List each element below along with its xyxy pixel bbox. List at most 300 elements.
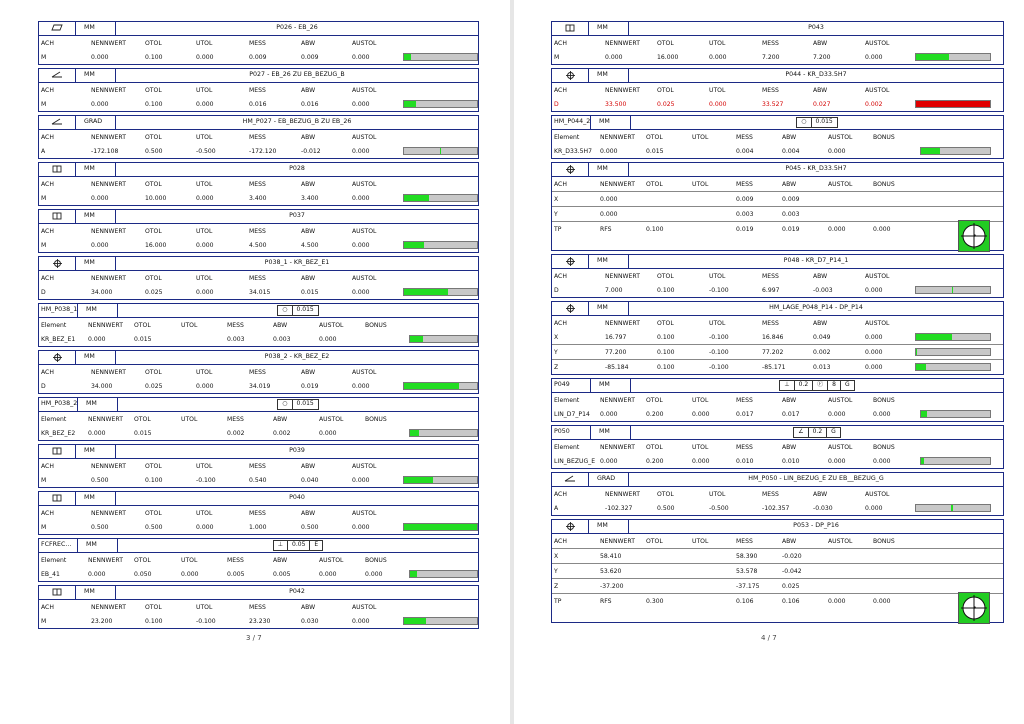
column-header-nennwert: NENNWERT — [88, 557, 123, 564]
measurement-block — [551, 378, 1004, 422]
measurement-block — [38, 444, 479, 488]
position-icon — [53, 259, 62, 270]
position-icon — [566, 304, 575, 315]
column-header-ach: ACH — [41, 275, 54, 282]
value-ach: LIN_BEZUG_E — [554, 458, 596, 465]
fcf-modifier: Ⓕ — [813, 381, 828, 390]
column-header-nennwert: NENNWERT — [91, 87, 126, 94]
column-header-austol: AUSTOL — [828, 181, 853, 188]
column-header-nennwert: NENNWERT — [600, 397, 635, 404]
unit-label: MM — [78, 304, 118, 317]
feature-control-frame — [631, 426, 1003, 439]
value-austol: 0.000 — [352, 101, 370, 108]
value-ach: M — [41, 54, 47, 61]
column-header-ach: ACH — [554, 538, 567, 545]
column-header-nennwert: NENNWERT — [605, 273, 640, 280]
value-bonus: 0.000 — [873, 226, 891, 233]
column-header-utol: UTOL — [692, 538, 709, 545]
unit-label: MM — [76, 257, 116, 270]
value-abw: 0.010 — [782, 458, 800, 465]
column-header-mess: MESS — [249, 87, 266, 94]
fcf-tolerance: 0.015 — [815, 118, 833, 125]
measurement-row — [39, 567, 478, 581]
tolerance-bar-fill — [404, 383, 459, 389]
tolerance-bar — [403, 147, 478, 155]
feature-symbol — [39, 492, 76, 505]
column-header-utol: UTOL — [181, 322, 198, 329]
value-utol: -0.100 — [709, 364, 729, 371]
value-mess: 4.500 — [249, 242, 267, 249]
fcf-tolerance: 0.015 — [296, 306, 314, 313]
position-icon — [566, 165, 575, 176]
value-utol: 0.000 — [196, 54, 214, 61]
block-header — [39, 539, 478, 553]
value-nenn: 0.000 — [600, 211, 618, 218]
column-header-mess: MESS — [249, 181, 266, 188]
value-nenn: 34.000 — [91, 383, 113, 390]
column-header-abw: ABW — [301, 369, 316, 376]
block-header — [39, 398, 478, 412]
tolerance-bar — [409, 570, 478, 578]
column-header-abw: ABW — [813, 491, 828, 498]
unit-label: MM — [78, 539, 118, 552]
value-abw: 0.017 — [782, 411, 800, 418]
column-header-otol: OTOL — [646, 444, 663, 451]
block-header — [39, 69, 478, 83]
value-ach: Y — [554, 349, 558, 356]
width-icon — [565, 24, 575, 35]
value-abw: 7.200 — [813, 54, 831, 61]
column-header-mess: MESS — [249, 134, 266, 141]
column-header-row — [552, 269, 1003, 283]
value-otol: 10.000 — [145, 195, 167, 202]
value-mess: 77.202 — [762, 349, 784, 356]
value-mess: 0.016 — [249, 101, 267, 108]
column-header-otol: OTOL — [145, 228, 162, 235]
value-austol: 0.000 — [352, 289, 370, 296]
tolerance-bar-fill — [404, 289, 448, 295]
feature-title: P028 — [289, 165, 305, 172]
angle-icon — [564, 475, 576, 486]
tolerance-bar-fill — [921, 148, 940, 154]
value-ach: LIN_D7_P14 — [554, 411, 590, 418]
value-austol: 0.000 — [828, 411, 846, 418]
column-header-ach: ACH — [41, 510, 54, 517]
value-otol: 0.025 — [145, 289, 163, 296]
value-utol: 0.000 — [196, 242, 214, 249]
column-header-row — [39, 36, 478, 50]
value-otol: 16.000 — [657, 54, 679, 61]
measurement-block — [38, 538, 479, 582]
column-header-mess: MESS — [249, 228, 266, 235]
fcf-datum: E — [314, 541, 319, 548]
measurement-row — [39, 332, 478, 346]
value-mess: 53.578 — [736, 568, 758, 575]
fcf-tolerance: 0.05 — [288, 541, 310, 550]
value-utol: -0.100 — [709, 349, 729, 356]
measurement-block — [38, 585, 479, 629]
column-header-ach: ACH — [41, 40, 54, 47]
value-austol: 0.000 — [352, 477, 370, 484]
tolerance-bar — [915, 363, 991, 371]
block-header — [39, 351, 478, 365]
value-austol: 0.000 — [352, 54, 370, 61]
tolerance-bar — [409, 429, 478, 437]
feature-symbol — [552, 302, 589, 315]
column-header-element: Element — [554, 444, 580, 451]
value-ach: M — [41, 618, 47, 625]
value-austol: 0.000 — [352, 148, 370, 155]
value-otol: 0.100 — [145, 101, 163, 108]
value-utol: -0.100 — [709, 287, 729, 294]
value-mess: 0.002 — [227, 430, 245, 437]
column-header-bonus: BONUS — [873, 444, 895, 451]
feature-symbol — [552, 69, 589, 82]
column-header-utol: UTOL — [196, 510, 213, 517]
column-header-nennwert: NENNWERT — [91, 604, 126, 611]
measurement-block — [551, 519, 1004, 623]
value-bonus: 0.000 — [365, 571, 383, 578]
column-header-ach: ACH — [554, 320, 567, 327]
feature-title: P043 — [808, 24, 824, 31]
column-header-bonus: BONUS — [873, 181, 895, 188]
value-nenn: -37.200 — [600, 583, 624, 590]
feature-symbol — [39, 445, 76, 458]
column-header-mess: MESS — [762, 40, 779, 47]
measurement-block — [551, 162, 1004, 251]
feature-symbol — [39, 116, 76, 129]
column-header-nennwert: NENNWERT — [600, 444, 635, 451]
feature-title: P037 — [289, 212, 305, 219]
column-header-abw: ABW — [782, 538, 797, 545]
value-abw: 0.002 — [273, 430, 291, 437]
column-header-ach: ACH — [554, 87, 567, 94]
feature-symbol — [552, 163, 589, 176]
value-austol: 0.000 — [865, 505, 883, 512]
value-utol: -0.100 — [709, 334, 729, 341]
value-mess: 0.540 — [249, 477, 267, 484]
value-ach: D — [554, 287, 559, 294]
value-otol: 0.100 — [646, 226, 664, 233]
position-icon — [566, 71, 575, 82]
value-abw: 0.019 — [301, 383, 319, 390]
column-header-otol: OTOL — [657, 87, 674, 94]
measurement-row — [552, 407, 1003, 421]
column-header-utol: UTOL — [709, 320, 726, 327]
value-mess: -37.175 — [736, 583, 760, 590]
column-header-utol: UTOL — [196, 463, 213, 470]
feature-symbol — [39, 351, 76, 364]
value-abw: 0.004 — [782, 148, 800, 155]
value-otol: 0.300 — [646, 598, 664, 605]
value-utol: 0.000 — [181, 571, 199, 578]
value-mess: 0.005 — [227, 571, 245, 578]
value-ach: KR_BEZ_E1 — [41, 336, 76, 343]
feature-name: FCFREC... — [39, 539, 78, 552]
measurement-row — [552, 50, 1003, 64]
value-nenn: RFS — [600, 598, 612, 605]
measurement-block — [38, 21, 479, 65]
tolerance-bar-fill — [404, 195, 429, 201]
block-header — [39, 210, 478, 224]
value-nenn: 23.200 — [91, 618, 113, 625]
feature-title: P038_1 - KR_BEZ_E1 — [264, 259, 330, 266]
column-header-abw: ABW — [813, 273, 828, 280]
column-header-utol: UTOL — [692, 134, 709, 141]
column-header-austol: AUSTOL — [828, 397, 853, 404]
value-nenn: 0.500 — [91, 477, 109, 484]
column-header-otol: OTOL — [646, 134, 663, 141]
column-header-abw: ABW — [301, 228, 316, 235]
value-otol: 16.000 — [145, 242, 167, 249]
tolerance-bar — [915, 333, 991, 341]
measurement-row — [552, 344, 1003, 359]
measurement-row — [39, 426, 478, 440]
column-header-row — [39, 459, 478, 473]
column-header-row — [39, 271, 478, 285]
value-ach: Y — [554, 568, 558, 575]
circularity-icon: ○ — [278, 400, 292, 409]
value-mess: 16.846 — [762, 334, 784, 341]
value-austol: 0.000 — [828, 226, 846, 233]
unit-label: MM — [76, 586, 116, 599]
value-ach: M — [41, 242, 47, 249]
measurement-row — [552, 283, 1003, 297]
value-austol: 0.000 — [828, 148, 846, 155]
value-ach: EB_41 — [41, 571, 60, 578]
column-header-austol: AUSTOL — [319, 416, 344, 423]
tolerance-bar — [403, 194, 478, 202]
tolerance-bar-fill — [410, 430, 419, 436]
value-otol: 0.200 — [646, 411, 664, 418]
tolerance-bar-fill — [404, 54, 411, 60]
report-column-right — [551, 21, 1004, 626]
tolerance-bar — [403, 382, 478, 390]
feature-symbol — [39, 257, 76, 270]
feature-control-frame — [118, 539, 478, 552]
column-header-nennwert: NENNWERT — [600, 134, 635, 141]
tolerance-bar — [915, 504, 991, 512]
measurement-row — [39, 144, 478, 158]
column-header-otol: OTOL — [657, 320, 674, 327]
value-austol: 0.000 — [865, 349, 883, 356]
column-header-utol: UTOL — [196, 604, 213, 611]
value-abw: 0.015 — [301, 289, 319, 296]
value-ach: D — [41, 383, 46, 390]
value-mess: 34.015 — [249, 289, 271, 296]
value-utol: 0.000 — [196, 195, 214, 202]
unit-label: MM — [591, 116, 631, 129]
block-header — [39, 116, 478, 130]
column-header-row — [552, 393, 1003, 407]
unit-label: MM — [589, 255, 629, 268]
value-austol: 0.000 — [828, 598, 846, 605]
column-header-mess: MESS — [227, 557, 244, 564]
column-header-bonus: BONUS — [365, 322, 387, 329]
measurement-row — [552, 593, 1003, 622]
value-bonus: 0.000 — [873, 458, 891, 465]
column-header-utol: UTOL — [709, 40, 726, 47]
column-header-nennwert: NENNWERT — [91, 40, 126, 47]
measurement-block — [38, 162, 479, 206]
column-header-utol: UTOL — [692, 397, 709, 404]
value-abw: -0.030 — [813, 505, 833, 512]
fcf-box — [793, 427, 841, 438]
column-header-row — [552, 130, 1003, 144]
column-header-utol: UTOL — [181, 416, 198, 423]
parallelogram-icon — [51, 24, 63, 35]
column-header-utol: UTOL — [692, 181, 709, 188]
tolerance-bar-fill — [952, 287, 953, 293]
column-header-austol: AUSTOL — [319, 557, 344, 564]
value-ach: A — [41, 148, 46, 155]
measurement-row — [39, 285, 478, 299]
value-nenn: 0.000 — [91, 54, 109, 61]
unit-label: MM — [589, 69, 629, 82]
column-header-bonus: BONUS — [365, 557, 387, 564]
value-mess: 0.003 — [736, 211, 754, 218]
value-utol: -0.500 — [709, 505, 729, 512]
value-abw: -0.042 — [782, 568, 802, 575]
measurement-row — [39, 50, 478, 64]
column-header-utol: UTOL — [196, 228, 213, 235]
value-mess: 6.997 — [762, 287, 780, 294]
value-abw: 0.500 — [301, 524, 319, 531]
measurement-block — [38, 115, 479, 159]
measurement-block — [38, 303, 479, 347]
column-header-austol: AUSTOL — [865, 320, 890, 327]
report-page-4 — [514, 0, 1024, 724]
measurement-block — [38, 491, 479, 535]
value-abw: 0.025 — [782, 583, 800, 590]
fcf-box — [796, 117, 837, 128]
tolerance-bar — [915, 53, 991, 61]
tolerance-bar — [409, 335, 478, 343]
value-austol: 0.000 — [319, 430, 337, 437]
value-mess: 0.009 — [736, 196, 754, 203]
value-mess: 0.010 — [736, 458, 754, 465]
measurement-block — [38, 209, 479, 253]
value-austol: 0.000 — [352, 618, 370, 625]
value-ach: D — [41, 289, 46, 296]
value-otol: 0.100 — [657, 334, 675, 341]
value-otol: 0.200 — [646, 458, 664, 465]
measurement-row — [39, 379, 478, 393]
angularity-icon: ∠ — [794, 428, 808, 437]
column-header-element: Element — [41, 557, 67, 564]
feature-symbol — [552, 520, 589, 533]
feature-title: P048 - KR_D7_P14_1 — [783, 257, 849, 264]
value-abw: 0.030 — [301, 618, 319, 625]
feature-title: P044 - KR_D33.5H7 — [785, 71, 847, 78]
column-header-otol: OTOL — [145, 87, 162, 94]
measurement-row — [552, 191, 1003, 206]
column-header-abw: ABW — [301, 510, 316, 517]
value-nenn: 33.500 — [605, 101, 627, 108]
circularity-icon: ○ — [797, 118, 811, 127]
column-header-utol: UTOL — [196, 134, 213, 141]
block-header — [552, 255, 1003, 269]
unit-label: MM — [76, 22, 116, 35]
block-header — [39, 492, 478, 506]
column-header-abw: ABW — [301, 134, 316, 141]
value-nenn: 0.000 — [600, 411, 618, 418]
column-header-austol: AUSTOL — [352, 463, 377, 470]
unit-label: MM — [76, 163, 116, 176]
value-bonus: 0.000 — [873, 598, 891, 605]
tolerance-bar-fill — [404, 477, 433, 483]
column-header-abw: ABW — [301, 87, 316, 94]
value-otol: 0.100 — [657, 349, 675, 356]
tolerance-bar — [920, 147, 991, 155]
tolerance-bar-fill — [951, 505, 953, 511]
feature-control-frame — [118, 398, 478, 411]
measurement-block — [551, 472, 1004, 516]
value-nenn: 0.000 — [91, 242, 109, 249]
value-utol: 0.000 — [196, 289, 214, 296]
unit-label: GRAD — [76, 116, 116, 129]
tolerance-bar-fill — [404, 618, 426, 624]
value-ach: TP — [554, 598, 562, 605]
block-header — [39, 304, 478, 318]
column-header-austol: AUSTOL — [352, 510, 377, 517]
tolerance-bar — [403, 617, 478, 625]
unit-label: MM — [589, 302, 629, 315]
fcf-box — [779, 380, 854, 391]
column-header-austol: AUSTOL — [828, 538, 853, 545]
fcf-tolerance: 0.2 — [809, 428, 828, 437]
column-header-abw: ABW — [273, 322, 288, 329]
column-header-austol: AUSTOL — [352, 228, 377, 235]
column-header-utol: UTOL — [692, 444, 709, 451]
value-austol: 0.002 — [865, 101, 883, 108]
feature-title: P038_2 - KR_BEZ_E2 — [264, 353, 330, 360]
block-header — [39, 163, 478, 177]
value-utol: 0.000 — [709, 101, 727, 108]
value-abw: 0.040 — [301, 477, 319, 484]
column-header-element: Element — [41, 416, 67, 423]
column-header-abw: ABW — [782, 444, 797, 451]
column-header-row — [39, 318, 478, 332]
fcf-tolerance: 0.015 — [296, 400, 314, 407]
column-header-ach: ACH — [554, 40, 567, 47]
block-header — [552, 22, 1003, 36]
value-abw: -0.003 — [813, 287, 833, 294]
column-header-otol: OTOL — [145, 369, 162, 376]
position-target-icon — [958, 592, 990, 624]
column-header-row — [39, 600, 478, 614]
value-ach: Z — [554, 583, 559, 590]
page-number: 3 / 7 — [246, 634, 262, 642]
column-header-austol: AUSTOL — [828, 134, 853, 141]
column-header-row — [552, 487, 1003, 501]
column-header-ach: ACH — [41, 87, 54, 94]
value-otol: 0.015 — [646, 148, 664, 155]
measurement-row — [552, 454, 1003, 468]
feature-symbol — [39, 163, 76, 176]
value-mess: 58.390 — [736, 553, 758, 560]
value-nenn: 0.000 — [91, 195, 109, 202]
column-header-row — [39, 177, 478, 191]
unit-label: MM — [76, 210, 116, 223]
tolerance-bar-fill — [404, 242, 424, 248]
column-header-mess: MESS — [762, 87, 779, 94]
unit-label: MM — [589, 22, 629, 35]
value-mess: 0.004 — [736, 148, 754, 155]
column-header-utol: UTOL — [196, 181, 213, 188]
column-header-row — [552, 534, 1003, 548]
feature-symbol — [552, 255, 589, 268]
